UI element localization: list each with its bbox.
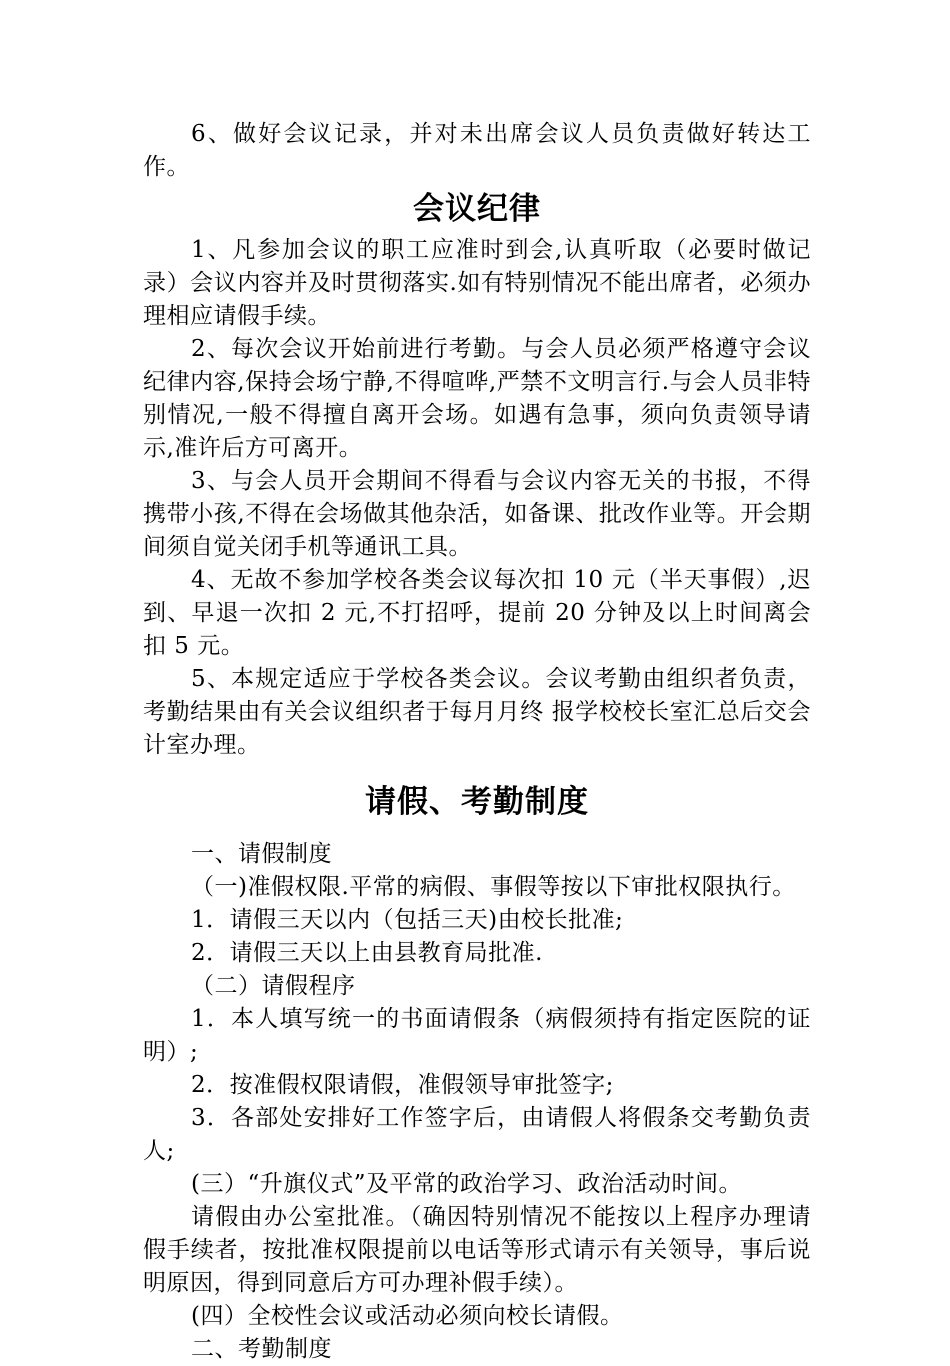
meeting-rule-5: 5、本规定适应于学校各类会议。会议考勤由组织者负责，考勤结果由有关会议组织者于每月月终 报学校校长室汇总后交会计室办理。 [143,666,811,758]
office-approval-paragraph: 请假由办公室批准。（确因特别情况不能按以上程序办理请假手续者，按批准权限提前以电话等形式请示有关领导，事后说明原因，得到同意后方可办理补假手续）。 [143,1204,811,1296]
leave-procedure-item-1: 1．本人填写统一的书面请假条（病假须持有指定医院的证明）; [143,1006,811,1065]
leave-procedure-item-2: 2．按准假权限请假，准假领导审批签字; [191,1072,614,1098]
meeting-discipline-heading: 会议纪律 [413,191,541,227]
meeting-rule-1: 1、凡参加会议的职工应准时到会,认真听取（必要时做记录）会议内容并及时贯彻落实.如有特别情况不能出席者，必须办理相应请假手续。 [143,237,811,329]
meeting-rule-4: 4、无故不参加学校各类会议每次扣 10 元（半天事假）,迟到、早退一次扣 2 元,不打招呼，提前 20 分钟及以上时间离会扣 5 元。 [143,567,811,659]
document-body [143,118,811,1366]
leave-system-heading: 一、请假制度 [191,841,332,867]
leave-authority-item-2: 2．请假三天以上由县教育局批准. [191,940,543,966]
leave-attendance-heading: 请假、考勤制度 [365,784,589,820]
flag-ceremony-clause: (三）“升旗仪式”及平常的政治学习、政治活动时间。 [191,1171,742,1197]
leave-authority-clause: （一)准假权限.平常的病假、事假等按以下审批权限执行。 [191,874,796,900]
school-wide-meeting-clause: (四）全校性会议或活动必须向校长请假。 [191,1303,624,1329]
leave-authority-item-1: 1．请假三天以内（包括三天)由校长批准; [191,907,624,933]
attendance-system-heading: 二、考勤制度 [191,1336,332,1362]
meeting-rule-3: 3、与会人员开会期间不得看与会议内容无关的书报，不得携带小孩,不得在会场做其他杂活，如备课、批改作业等。开会期间须自觉关闭手机等通讯工具。 [143,468,811,560]
leave-procedure-clause: （二）请假程序 [191,973,356,999]
meeting-item-6: 6、做好会议记录，并对未出席会议人员负责做好转达工作。 [143,121,811,180]
meeting-rule-2: 2、每次会议开始前进行考勤。与会人员必须严格遵守会议纪律内容,保持会场宁静,不得喧哗,严禁不文明言行.与会人员非特别情况,一般不得擅自离开会场。如遇有急事，须向负责领导请示,准许后方可离开。 [143,336,811,461]
leave-procedure-item-3: 3．各部处安排好工作签字后，由请假人将假条交考勤负责人; [143,1105,811,1164]
